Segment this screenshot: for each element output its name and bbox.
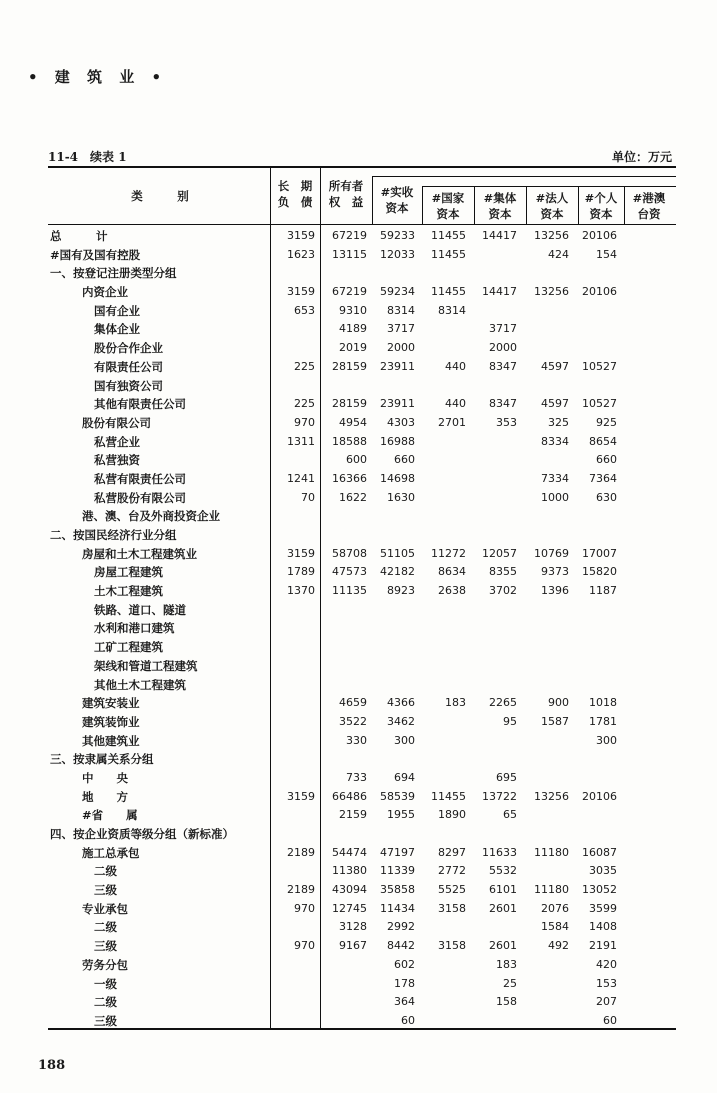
table-header-rule [48, 224, 676, 225]
row-value: 20106 [582, 789, 617, 803]
row-label: 私营股份有限公司 [94, 490, 186, 505]
header-owners-equity [320, 178, 372, 210]
table-row [48, 227, 676, 246]
table-row [48, 526, 676, 545]
header-line: 长 期 [277, 179, 313, 193]
row-value: 8297 [438, 845, 466, 859]
row-value: 58708 [332, 546, 367, 560]
table-row [48, 956, 676, 975]
header-line: 负 债 [277, 195, 313, 209]
row-value: 60 [401, 1013, 415, 1027]
row-value: 424 [548, 247, 569, 261]
row-label: 私营企业 [94, 434, 140, 449]
table-row [48, 470, 676, 489]
row-value: 47573 [332, 565, 367, 579]
row-value: 11434 [380, 901, 415, 915]
table-row [48, 900, 676, 919]
row-label: 总 计 [50, 229, 108, 243]
row-label: 中 央 [82, 770, 128, 785]
table-caption: 11-4 续表 1 [48, 150, 127, 164]
row-value: 3159 [287, 789, 315, 803]
row-value: 3159 [287, 546, 315, 560]
row-value: 51105 [380, 546, 415, 560]
table-row [48, 657, 676, 676]
row-label: 其他有限责任公司 [94, 397, 186, 412]
table-row [48, 638, 676, 657]
row-label: 港、澳、台及外商投资企业 [82, 509, 220, 524]
row-value: 3702 [489, 584, 517, 598]
row-value: 1623 [287, 247, 315, 261]
row-label: 其他土木工程建筑 [94, 677, 186, 692]
row-value: 11272 [431, 546, 466, 560]
row-label: 施工总承包 [82, 845, 140, 860]
row-value: 1000 [541, 490, 569, 504]
row-label: 内资企业 [82, 285, 128, 300]
row-value: 7334 [541, 471, 569, 485]
row-value: 11380 [332, 864, 367, 878]
section-header: • 建 筑 业 • [28, 68, 168, 86]
row-label: 股份有限公司 [82, 415, 151, 430]
table-top-rule [48, 166, 676, 168]
row-label: 铁路、道口、隧道 [94, 602, 186, 617]
row-value: 8442 [387, 939, 415, 953]
row-label: 四、按企业资质等级分组（新标准） [50, 827, 234, 841]
row-value: 2601 [489, 901, 517, 915]
row-value: 364 [394, 995, 415, 1009]
header-legal-person-capital [526, 190, 578, 222]
table-row [48, 750, 676, 769]
row-label: 土木工程建筑 [94, 584, 163, 599]
row-value: 353 [496, 415, 517, 429]
header-collective-capital [474, 190, 526, 222]
row-value: 420 [596, 957, 617, 971]
row-value: 660 [394, 453, 415, 467]
row-value: 153 [596, 976, 617, 990]
table-row [48, 302, 676, 321]
row-value: 178 [394, 976, 415, 990]
row-value: 5525 [438, 883, 466, 897]
row-label: #国有及国有控股 [50, 247, 141, 262]
row-value: 602 [394, 957, 415, 971]
row-value: 8355 [489, 565, 517, 579]
header-line: #集体 [483, 191, 517, 205]
row-value: 2992 [387, 920, 415, 934]
header-line: #个人 [584, 191, 618, 205]
row-value: 1789 [287, 565, 315, 579]
row-value: 1018 [589, 696, 617, 710]
row-value: 42182 [380, 565, 415, 579]
row-value: 16988 [380, 434, 415, 448]
row-value: 15820 [582, 565, 617, 579]
header-line: #法人 [535, 191, 569, 205]
header-subrule [422, 186, 676, 187]
row-value: 4303 [387, 415, 415, 429]
row-value: 3599 [589, 901, 617, 915]
row-value: 3159 [287, 285, 315, 299]
row-label: 集体企业 [94, 322, 140, 337]
row-value: 492 [548, 939, 569, 953]
table-row [48, 433, 676, 452]
row-value: 13256 [534, 229, 569, 242]
row-value: 2159 [339, 808, 367, 822]
row-value: 66486 [332, 789, 367, 803]
row-label: 二、按国民经济行业分组 [50, 528, 177, 542]
row-value: 2772 [438, 864, 466, 878]
row-value: 694 [394, 770, 415, 784]
header-line: 权 益 [328, 195, 364, 209]
row-value: 4366 [387, 696, 415, 710]
row-value: 225 [294, 397, 315, 411]
row-value: 1584 [541, 920, 569, 934]
row-value: 11455 [431, 789, 466, 803]
row-label: 建筑装饰业 [82, 714, 140, 729]
row-value: 970 [294, 939, 315, 953]
row-value: 11455 [431, 229, 466, 242]
row-value: 8314 [387, 303, 415, 317]
row-value: 3158 [438, 939, 466, 953]
row-value: 11455 [431, 247, 466, 261]
row-value: 2638 [438, 584, 466, 598]
row-value: 2701 [438, 415, 466, 429]
row-value: 11180 [534, 845, 569, 859]
table-row [48, 788, 676, 807]
row-value: 67219 [332, 285, 367, 299]
header-line: 资本 [436, 207, 460, 221]
row-label: 架线和管道工程建筑 [94, 658, 198, 673]
row-value: 12057 [482, 546, 517, 560]
row-value: 3522 [339, 714, 367, 728]
row-value: 3128 [339, 920, 367, 934]
row-label: 三级 [94, 883, 117, 898]
row-value: 1241 [287, 471, 315, 485]
row-value: 2601 [489, 939, 517, 953]
row-value: 28159 [332, 359, 367, 373]
row-value: 4954 [339, 415, 367, 429]
row-value: 653 [294, 303, 315, 317]
row-label: 国有独资公司 [94, 378, 163, 393]
header-line: #国家 [431, 191, 465, 205]
row-value: 67219 [332, 229, 367, 242]
row-value: 8314 [438, 303, 466, 317]
header-line: 资本 [589, 207, 613, 221]
table-body [48, 227, 676, 1031]
row-value: 14417 [482, 229, 517, 242]
table-row [48, 264, 676, 283]
row-value: 733 [346, 770, 367, 784]
row-value: 925 [596, 415, 617, 429]
row-value: 630 [596, 490, 617, 504]
row-value: 2076 [541, 901, 569, 915]
table-row [48, 937, 676, 956]
row-value: 4189 [339, 322, 367, 336]
row-value: 4597 [541, 359, 569, 373]
row-label: 二级 [94, 995, 117, 1010]
table-row [48, 283, 676, 302]
row-value: 2000 [489, 341, 517, 355]
table-row [48, 694, 676, 713]
row-value: 70 [301, 490, 315, 504]
row-label: 房屋和土木工程建筑业 [82, 546, 197, 561]
table-row [48, 339, 676, 358]
row-value: 207 [596, 995, 617, 1009]
unit-label: 单位：万元 [612, 150, 673, 164]
table-row [48, 451, 676, 470]
row-value: 183 [445, 696, 466, 710]
header-category: 类 别 [131, 189, 189, 203]
row-value: 600 [346, 453, 367, 467]
row-value: 1781 [589, 714, 617, 728]
row-value: 60 [603, 1013, 617, 1027]
row-value: 28159 [332, 397, 367, 411]
row-value: 3159 [287, 229, 315, 242]
row-value: 6101 [489, 883, 517, 897]
row-value: 10527 [582, 397, 617, 411]
row-value: 3158 [438, 901, 466, 915]
row-label: 私营独资 [94, 453, 140, 468]
row-label: 三级 [94, 939, 117, 954]
row-value: 95 [503, 714, 517, 728]
table-row [48, 918, 676, 937]
table-row [48, 732, 676, 751]
row-value: 13256 [534, 285, 569, 299]
table-row [48, 489, 676, 508]
row-label: 劳务分包 [82, 957, 128, 972]
row-value: 2189 [287, 883, 315, 897]
row-value: 695 [496, 770, 517, 784]
row-value: 17007 [582, 546, 617, 560]
row-label: 一级 [94, 976, 117, 991]
row-value: 154 [596, 247, 617, 261]
row-value: 300 [394, 733, 415, 747]
row-value: 65 [503, 808, 517, 822]
row-value: 13722 [482, 789, 517, 803]
row-value: 225 [294, 359, 315, 373]
row-value: 47197 [380, 845, 415, 859]
row-value: 8923 [387, 584, 415, 598]
table-row [48, 1012, 676, 1031]
row-label: 专业承包 [82, 901, 128, 916]
row-label: 国有企业 [94, 303, 140, 318]
row-label: 二级 [94, 920, 117, 935]
row-value: 12745 [332, 901, 367, 915]
row-value: 158 [496, 995, 517, 1009]
table-row [48, 769, 676, 788]
table-row [48, 713, 676, 732]
table-row [48, 358, 676, 377]
row-value: 2191 [589, 939, 617, 953]
row-value: 16366 [332, 471, 367, 485]
table-row [48, 993, 676, 1012]
table-row [48, 377, 676, 396]
table-row [48, 619, 676, 638]
header-line: 资本 [488, 207, 512, 221]
row-value: 4597 [541, 397, 569, 411]
row-value: 900 [548, 696, 569, 710]
row-value: 1396 [541, 584, 569, 598]
header-state-capital [422, 190, 474, 222]
row-label: 房屋工程建筑 [94, 565, 163, 580]
row-value: 9167 [339, 939, 367, 953]
row-value: 43094 [332, 883, 367, 897]
row-value: 18588 [332, 434, 367, 448]
table-row [48, 563, 676, 582]
row-value: 11180 [534, 883, 569, 897]
row-value: 8347 [489, 359, 517, 373]
row-value: 300 [596, 733, 617, 747]
row-value: 59233 [380, 229, 415, 242]
row-label: 工矿工程建筑 [94, 640, 163, 655]
row-value: 3462 [387, 714, 415, 728]
header-line: 资本 [385, 201, 409, 215]
header-individual-capital [578, 190, 624, 222]
row-value: 23911 [380, 359, 415, 373]
row-value: 440 [445, 397, 466, 411]
row-value: 13052 [582, 883, 617, 897]
row-value: 20106 [582, 229, 617, 242]
row-value: 2000 [387, 341, 415, 355]
table-row [48, 246, 676, 265]
row-value: 970 [294, 901, 315, 915]
header-line: 台资 [637, 207, 661, 221]
row-value: 8334 [541, 434, 569, 448]
row-value: 1408 [589, 920, 617, 934]
row-value: 8347 [489, 397, 517, 411]
row-value: 23911 [380, 397, 415, 411]
row-value: 1890 [438, 808, 466, 822]
row-value: 2265 [489, 696, 517, 710]
row-value: 7364 [589, 471, 617, 485]
row-label: #省 属 [82, 808, 138, 823]
row-value: 11455 [431, 285, 466, 299]
row-value: 1370 [287, 584, 315, 598]
row-value: 9373 [541, 565, 569, 579]
table-row [48, 601, 676, 620]
row-value: 10527 [582, 359, 617, 373]
row-value: 14698 [380, 471, 415, 485]
row-value: 11135 [332, 584, 367, 598]
row-label: 有限责任公司 [94, 359, 163, 374]
table-row [48, 975, 676, 994]
row-label: 二级 [94, 864, 117, 879]
row-label: 一、按登记注册类型分组 [50, 266, 177, 281]
table-row [48, 844, 676, 863]
table-row [48, 881, 676, 900]
row-value: 2189 [287, 845, 315, 859]
header-hk-macao-taiwan-capital [624, 190, 674, 222]
row-value: 13256 [534, 789, 569, 803]
header-line: #港澳 [632, 191, 666, 205]
row-value: 9310 [339, 303, 367, 317]
table-row [48, 414, 676, 433]
table-row [48, 395, 676, 414]
row-value: 25 [503, 976, 517, 990]
row-label: 其他建筑业 [82, 733, 140, 748]
table-row [48, 676, 676, 695]
row-value: 3717 [489, 322, 517, 336]
header-long-term-debt [270, 178, 320, 210]
table-row [48, 507, 676, 526]
header-line: 所有者 [328, 179, 364, 193]
row-value: 1955 [387, 808, 415, 822]
row-value: 3035 [589, 864, 617, 878]
row-label: 地 方 [82, 789, 128, 804]
row-value: 14417 [482, 285, 517, 299]
header-line: #实收 [380, 185, 414, 199]
row-value: 1311 [287, 434, 315, 448]
header-line: 资本 [540, 207, 564, 221]
row-label: 三、按隶属关系分组 [50, 752, 154, 767]
header-paid-in-capital [372, 184, 422, 216]
row-value: 13115 [332, 247, 367, 261]
row-value: 8634 [438, 565, 466, 579]
row-value: 3717 [387, 322, 415, 336]
row-value: 59234 [380, 285, 415, 299]
row-label: 三级 [94, 1013, 117, 1028]
row-value: 58539 [380, 789, 415, 803]
table-row [48, 825, 676, 844]
row-value: 10769 [534, 546, 569, 560]
row-value: 970 [294, 415, 315, 429]
row-label: 私营有限责任公司 [94, 471, 186, 486]
row-value: 660 [596, 453, 617, 467]
row-value: 1630 [387, 490, 415, 504]
row-label: 股份合作企业 [94, 341, 163, 356]
row-label: 建筑安装业 [82, 696, 140, 711]
row-value: 35858 [380, 883, 415, 897]
table-row [48, 320, 676, 339]
row-value: 1622 [339, 490, 367, 504]
row-value: 8654 [589, 434, 617, 448]
row-value: 16087 [582, 845, 617, 859]
row-value: 1187 [589, 584, 617, 598]
page-number: 188 [38, 1058, 66, 1073]
table-row [48, 582, 676, 601]
table-row [48, 806, 676, 825]
row-value: 5532 [489, 864, 517, 878]
row-value: 1587 [541, 714, 569, 728]
table-row [48, 545, 676, 564]
row-value: 11633 [482, 845, 517, 859]
row-value: 330 [346, 733, 367, 747]
row-value: 54474 [332, 845, 367, 859]
header-subrule [372, 176, 676, 177]
row-value: 325 [548, 415, 569, 429]
row-value: 11339 [380, 864, 415, 878]
row-value: 183 [496, 957, 517, 971]
row-label: 水利和港口建筑 [94, 621, 175, 636]
row-value: 2019 [339, 341, 367, 355]
row-value: 12033 [380, 247, 415, 261]
table-row [48, 862, 676, 881]
row-value: 440 [445, 359, 466, 373]
row-value: 20106 [582, 285, 617, 299]
row-value: 4659 [339, 696, 367, 710]
